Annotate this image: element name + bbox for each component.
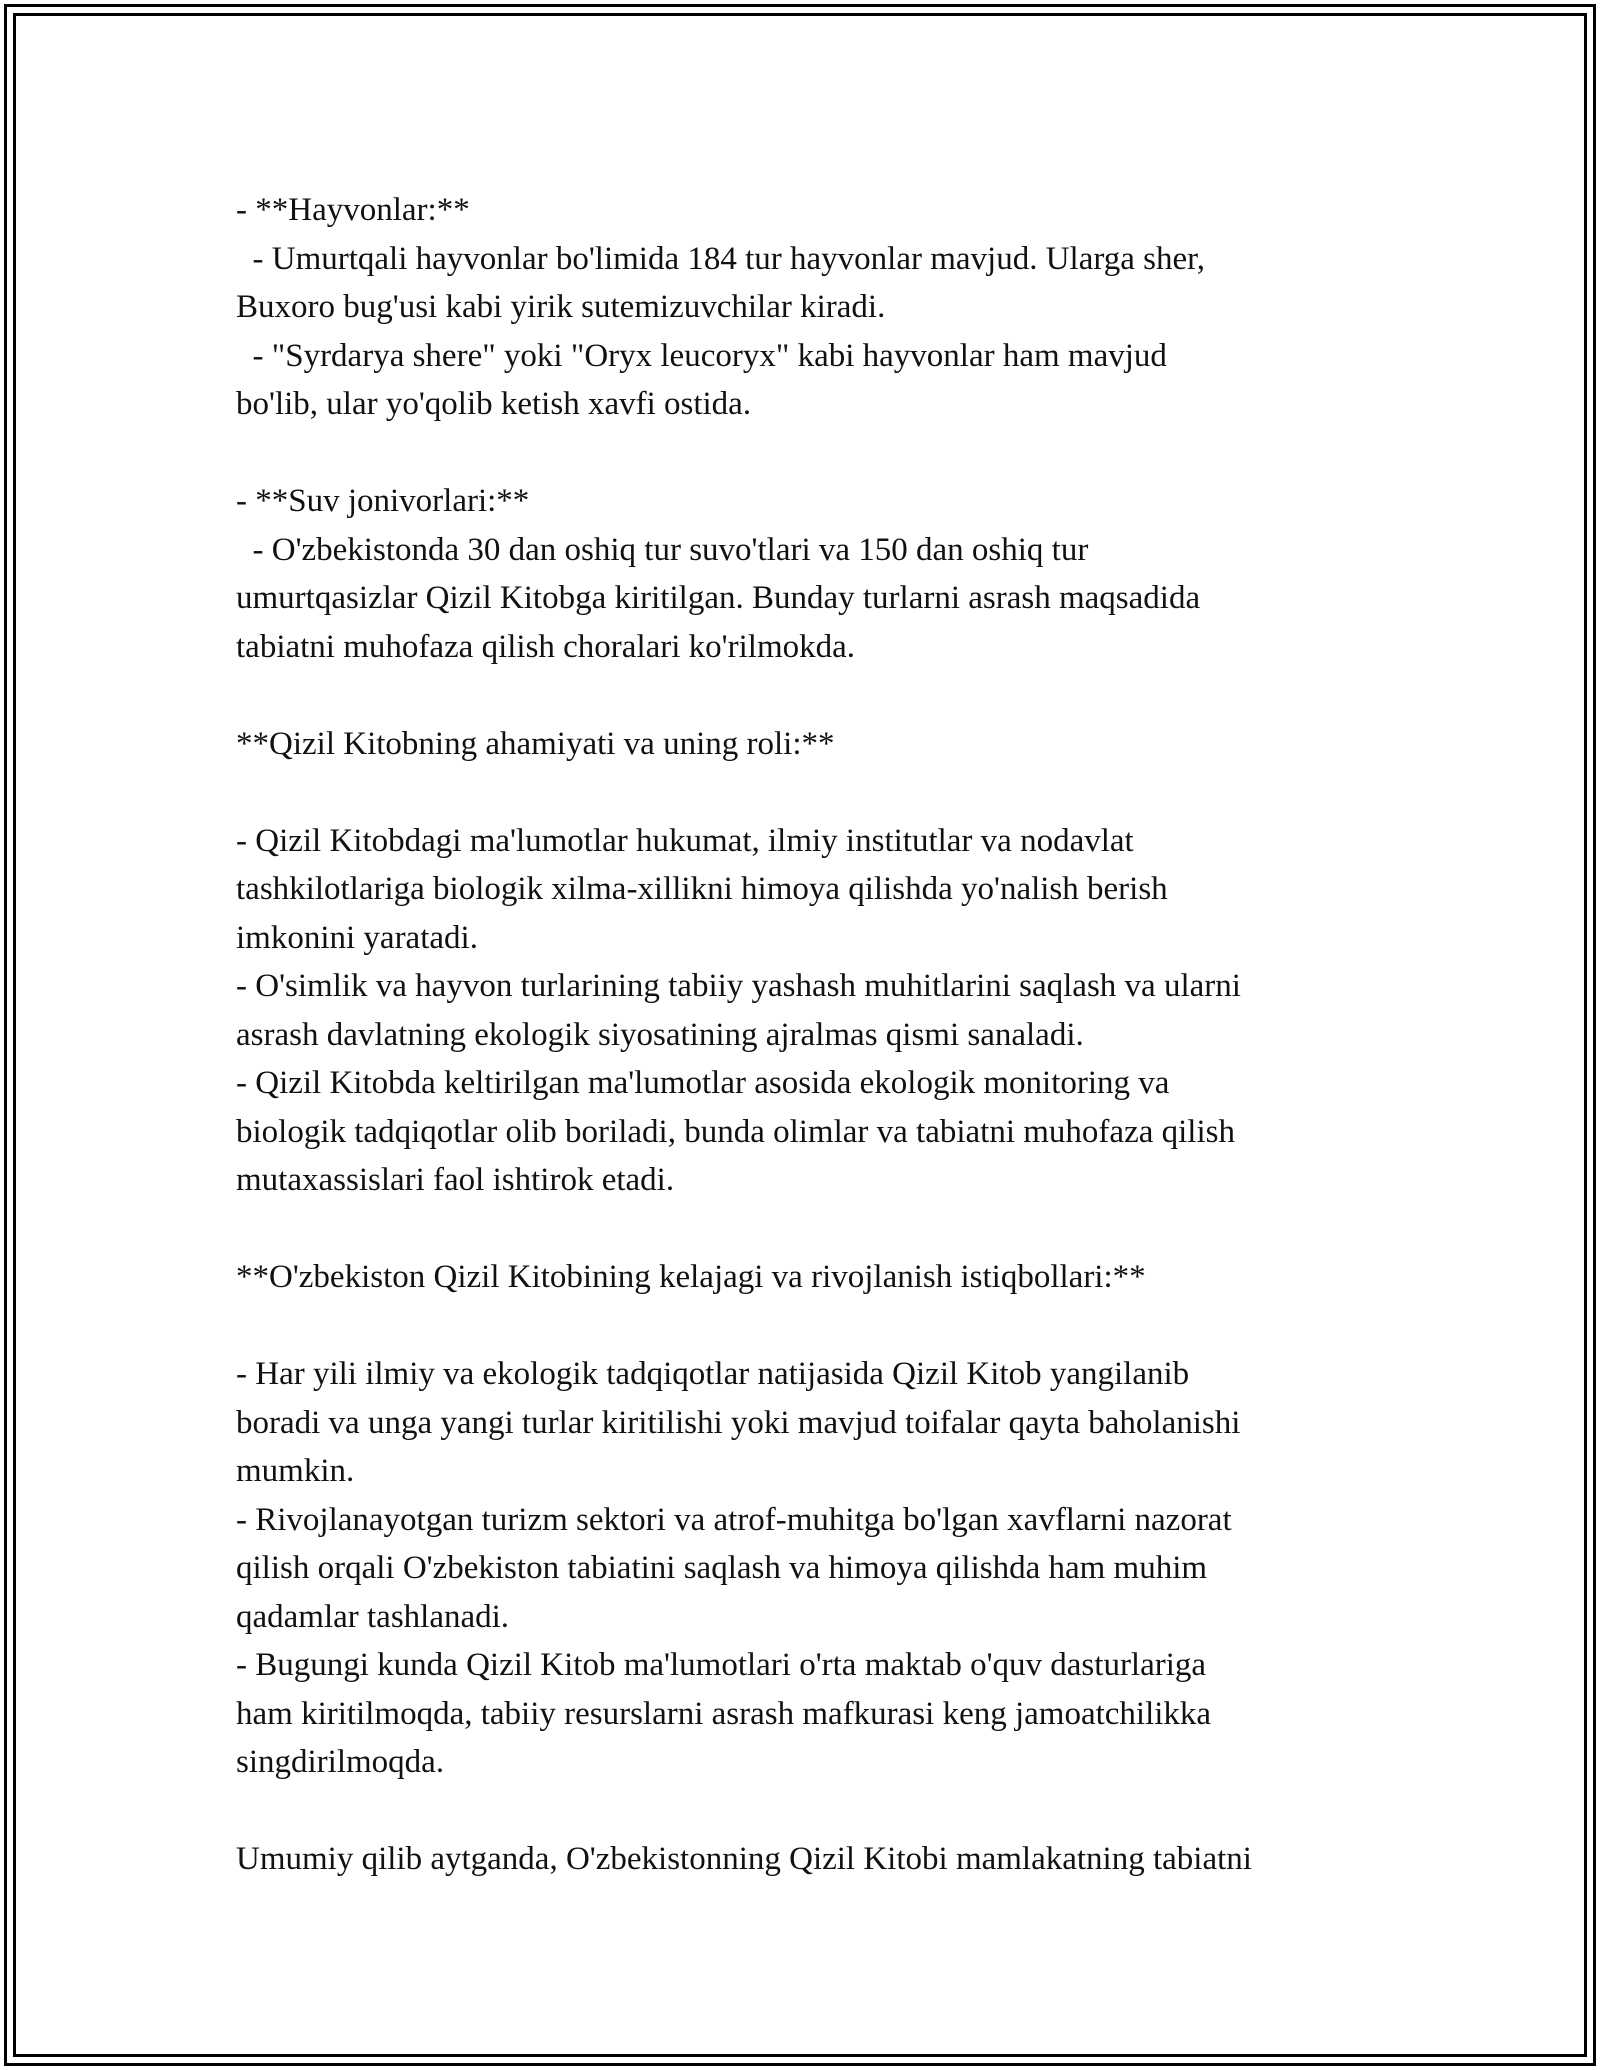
text-line: - O'zbekistonda 30 dan oshiq tur suvo'tlari va 150 dan oshiq tur	[236, 531, 1089, 568]
text-line: - Bugungi kunda Qizil Kitob ma'lumotlari o'rta maktab o'quv dasturlariga	[236, 1647, 1207, 1683]
blank-line	[236, 1205, 1386, 1254]
blank-line	[236, 1787, 1386, 1836]
text-line: - "Syrdarya shere" yoki "Oryx leucoryx" kabi hayvonlar ham mavjud	[236, 337, 1167, 374]
text-line: - Umurtqali hayvonlar bo'limida 184 tur hayvonlar mavjud. Ularga sher,	[236, 240, 1206, 277]
text-line: imkonini yaratadi.	[236, 919, 478, 956]
text-line: asrash davlatning ekologik siyosatining ajralmas qismi sanaladi.	[236, 1016, 1084, 1053]
text-line: - Har yili ilmiy va ekologik tadqiqotlar natijasida Qizil Kitob yangilanib	[236, 1356, 1190, 1392]
text-line: Umumiy qilib aytganda, O'zbekistonning Qizil Kitobi mamlakatning tabiatni	[236, 1841, 1252, 1877]
blank-line	[236, 1302, 1386, 1351]
text-line: tabiatni muhofaza qilish choralari ko'rilmokda.	[236, 628, 856, 665]
text-line: qadamlar tashlanadi.	[236, 1598, 510, 1635]
text-line: - **Suv jonivorlari:**	[236, 483, 530, 519]
text-line: biologik tadqiqotlar olib boriladi, bunda olimlar va tabiatni muhofaza qilish	[236, 1113, 1235, 1150]
text-line: - **Hayvonlar:**	[236, 192, 470, 228]
text-line: mumkin.	[236, 1453, 355, 1489]
text-line: - Qizil Kitobda keltirilgan ma'lumotlar asosida ekologik monitoring va	[236, 1065, 1170, 1101]
text-line: umurtqasizlar Qizil Kitobga kiritilgan. Bunday turlarni asrash maqsadida	[236, 580, 1201, 616]
text-line: - O'simlik va hayvon turlarining tabiiy yashash muhitlarini saqlash va ularni	[236, 968, 1241, 1004]
text-line: boradi va unga yangi turlar kiritilishi yoki mavjud toifalar qayta baholanishi	[236, 1404, 1241, 1441]
text-line: bo'lib, ular yo'qolib ketish xavfi ostida.	[236, 386, 752, 422]
text-line: tashkilotlariga biologik xilma-xillikni himoya qilishda yo'nalish berish	[236, 871, 1168, 907]
section-heading: **O'zbekiston Qizil Kitobining kelajagi va rivojlanish istiqbollari:**	[236, 1259, 1146, 1295]
text-line: qilish orqali O'zbekiston tabiatini saqlash va himoya qilishda ham muhim	[236, 1550, 1208, 1586]
text-line: Buxoro bug'usi kabi yirik sutemizuvchilar kiradi.	[236, 289, 886, 325]
text-line: - Rivojlanayotgan turizm sektori va atrof-muhitga bo'lgan xavflarni nazorat	[236, 1501, 1232, 1538]
blank-line	[236, 671, 1386, 720]
text-line: - Qizil Kitobdagi ma'lumotlar hukumat, ilmiy institutlar va nodavlat	[236, 822, 1134, 859]
document-body	[236, 186, 1386, 1884]
section-heading: **Qizil Kitobning ahamiyati va uning roli:**	[236, 725, 835, 762]
blank-line	[236, 429, 1386, 478]
text-line: ham kiritilmoqda, tabiiy resurslarni asrash mafkurasi keng jamoatchilikka	[236, 1695, 1212, 1732]
text-line: singdirilmoqda.	[236, 1744, 445, 1780]
text-line: mutaxassislari faol ishtirok etadi.	[236, 1162, 675, 1198]
blank-line	[236, 768, 1386, 817]
